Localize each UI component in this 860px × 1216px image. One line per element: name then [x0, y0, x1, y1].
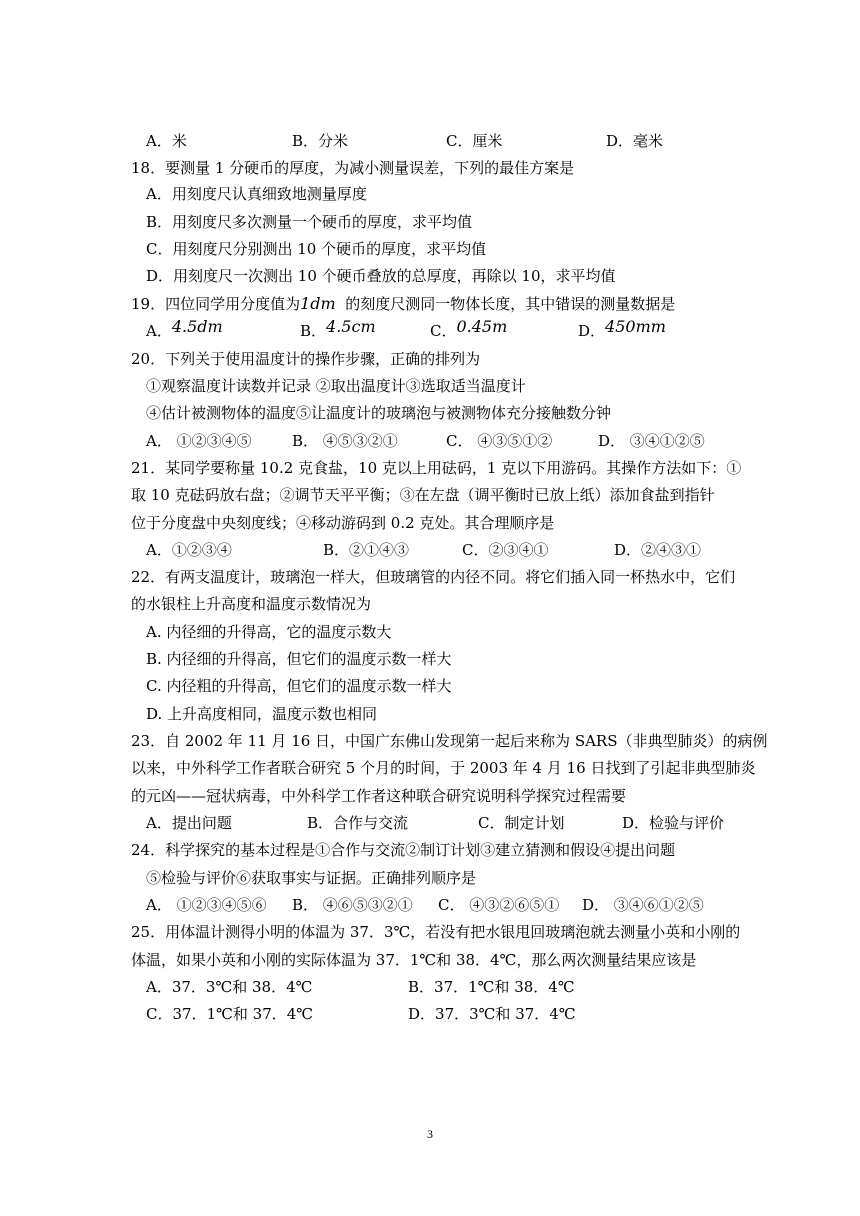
page-number: 3 [427, 1127, 433, 1141]
q24-stem-line2: ⑤检验与评价⑥获取事实与证据。正确排列顺序是 [146, 869, 477, 887]
q19-option-a [146, 317, 223, 341]
q20-option-c: C． ④③⑤①② [446, 432, 553, 450]
q17-option-c: C．厘米 [446, 132, 503, 150]
q19-option-b-value: 4.5cm [326, 317, 376, 336]
q25-stem-line1: 25．用体温计测得小明的体温为 37．3℃，若没有把水银甩回玻璃泡就去测量小英和小刚的 [131, 923, 741, 941]
q24-option-b: B． ④⑥⑤③②① [292, 896, 413, 914]
q20-steps-line2: ④估计被测物体的温度⑤让温度计的玻璃泡与被测物体充分接触数分钟 [146, 404, 612, 422]
q22-option-d: D. 上升高度相同，温度示数也相同 [146, 705, 378, 723]
q19-option-d-letter: D． [578, 322, 606, 340]
q23-option-b: B．合作与交流 [307, 814, 409, 832]
q22-stem-line1: 22．有两支温度计，玻璃泡一样大，但玻璃管的内径不同。将它们插入同一杯热水中，它们 [131, 568, 736, 586]
q23-stem-line2: 以来，中外科学工作者联合研究 5 个月的时间，于 2003 年 4 月 16 日找到了引起非典型肺炎 [131, 759, 756, 777]
q19-option-b-letter: B． [300, 322, 327, 340]
q18-option-d: D．用刻度尺一次测出 10 个硬币叠放的总厚度，再除以 10，求平均值 [146, 267, 616, 285]
q25-option-c: C．37．1℃和 37．4℃ [146, 1005, 314, 1023]
q21-stem-line1: 21．某同学要称量 10.2 克食盐，10 克以上用砝码，1 克以下用游码。其操作方法如下：① [131, 459, 742, 477]
q18-stem: 18．要测量 1 分硬币的厚度，为减小测量误差，下列的最佳方案是 [131, 159, 575, 177]
q19-option-a-letter: A． [146, 322, 172, 340]
q23-option-c: C．制定计划 [478, 814, 565, 832]
q19-option-d-value: 450mm [605, 317, 666, 336]
q23-option-d: D．检验与评价 [622, 814, 725, 832]
q25-option-d: D．37．3℃和 37．4℃ [408, 1005, 576, 1023]
q24-option-a: A． ①②③④⑤⑥ [146, 896, 267, 914]
q24-option-d: D． ③④⑥①②⑤ [582, 896, 704, 914]
q25-option-a: A．37．3℃和 38．4℃ [146, 978, 313, 996]
q19-option-a-value: 4.5dm [171, 317, 223, 336]
q22-option-b: B. 内径细的升得高，但它们的温度示数一样大 [146, 650, 452, 668]
q20-option-b: B． ④⑤③②① [292, 432, 398, 450]
q23-stem-line3: 的元凶——冠状病毒，中外科学工作者这种联合研究说明科学探究过程需要 [131, 787, 627, 805]
q22-option-a: A. 内径细的升得高，它的温度示数大 [146, 623, 392, 641]
q22-stem-line2: 的水银柱上升高度和温度示数情况为 [131, 595, 372, 613]
q17-option-d: D．毫米 [606, 132, 664, 150]
q17-option-a: A．米 [146, 132, 187, 150]
q23-stem-line1: 23．自 2002 年 11 月 16 日，中国广东佛山发现第一起后来称为 SARS（非典型肺炎）的病例 [131, 732, 768, 750]
q24-stem-line1: 24．科学探究的基本过程是①合作与交流②制订计划③建立猜测和假设④提出问题 [131, 841, 676, 859]
q20-steps-line1: ①观察温度计读数并记录 ②取出温度计③选取适当温度计 [146, 377, 526, 395]
q19-option-c-value: 0.45m [456, 317, 508, 336]
q18-option-b: B．用刻度尺多次测量一个硬币的厚度，求平均值 [146, 213, 473, 231]
q25-stem-line2: 体温，如果小英和小刚的实际体温为 37．1℃和 38．4℃，那么两次测量结果应该是 [131, 951, 697, 969]
q19-option-c-letter: C． [430, 322, 457, 340]
q21-option-c: C．②③④① [462, 541, 549, 559]
q19-stem [131, 294, 675, 314]
q21-option-b: B．②①④③ [323, 541, 410, 559]
q21-stem-line3: 位于分度盘中央刻度线；④移动游码到 0.2 克处。其合理顺序是 [131, 514, 555, 532]
q19-option-d [578, 317, 666, 341]
q19-stem-unit: 1dm [300, 294, 336, 313]
q24-option-c: C． ④③②⑥⑤① [438, 896, 560, 914]
q21-option-a: A．①②③④ [146, 541, 232, 559]
q19-stem-part1: 19．四位同学用分度值为 [131, 295, 301, 313]
q20-option-a: A． ①②③④⑤ [146, 432, 252, 450]
q19-stem-part2: 的刻度尺测同一物体长度，其中错误的测量数据是 [345, 295, 676, 313]
q20-stem: 20．下列关于使用温度计的操作步骤，正确的排列为 [131, 350, 481, 368]
q21-stem-line2: 取 10 克砝码放右盘；②调节天平平衡；③在左盘（调平衡时已放上纸）添加食盐到指针 [131, 486, 715, 504]
q21-option-d: D．②④③① [614, 541, 702, 559]
q20-option-d: D． ③④①②⑤ [598, 432, 705, 450]
q22-option-c: C. 内径粗的升得高，但它们的温度示数一样大 [146, 677, 452, 695]
q18-option-c: C．用刻度尺分别测出 10 个硬币的厚度，求平均值 [146, 240, 487, 258]
q23-option-a: A．提出问题 [146, 814, 232, 832]
q17-option-b: B．分米 [292, 132, 349, 150]
q19-option-c [430, 317, 508, 341]
q19-option-b [300, 317, 376, 341]
q18-option-a: A．用刻度尺认真细致地测量厚度 [146, 185, 367, 203]
q25-option-b: B．37．1℃和 38．4℃ [408, 978, 575, 996]
